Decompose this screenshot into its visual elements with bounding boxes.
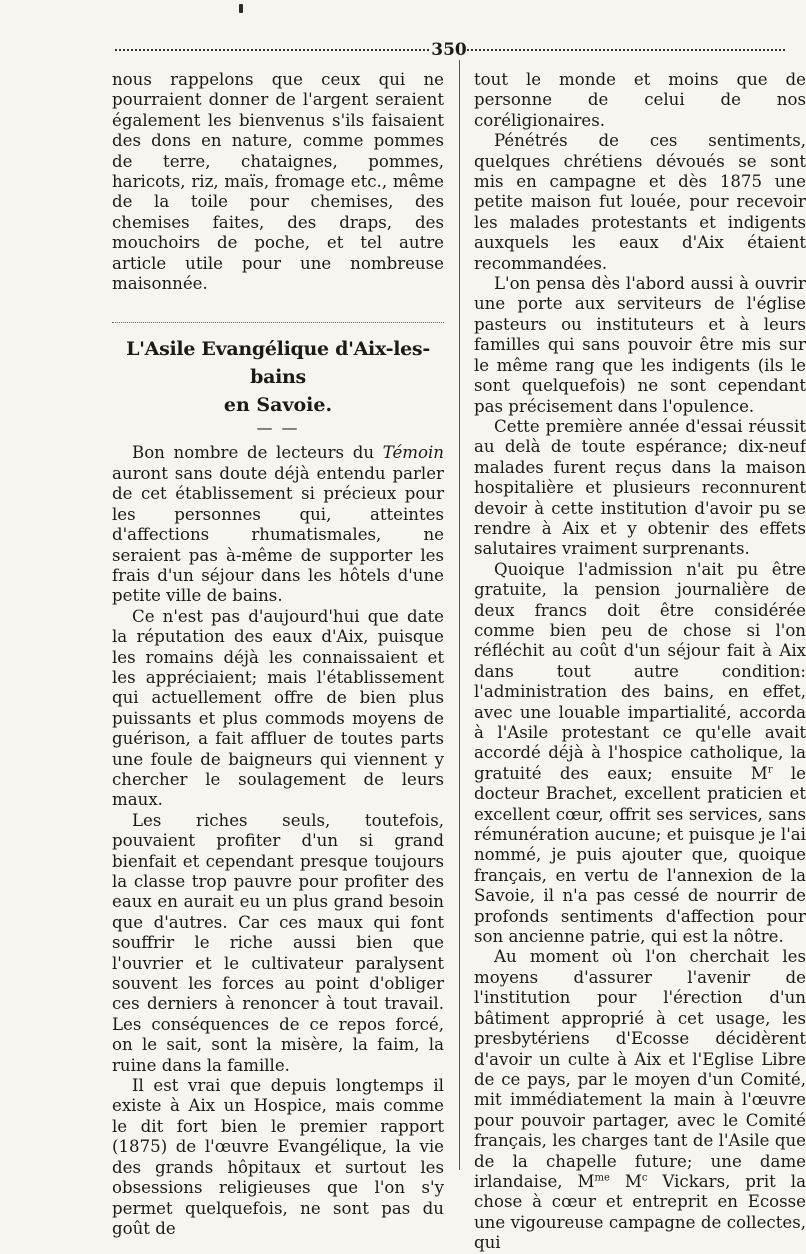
article-paragraph-5: Pénétrés de ces sentiments, quelques chrétiens dévoués se sont mis en campagne et dès 1875 une petite maison fut louée, pour recevoir les malades protestants et indigents auxquels les eaux d'Aix étaient recommandées.: [474, 131, 806, 273]
article-paragraph-8: [474, 560, 806, 948]
page-number: 350: [431, 40, 467, 60]
ink-speck: [239, 4, 243, 13]
article-subtitle: en Savoie.: [223, 394, 333, 417]
paragraph-text: Quoique l'admission n'ait pu être gratuite, la pension journalière de deux francs doit être considérée comme bien peu de chose si l'on réfléchit au coût d'un séjour fait à Aix dans tout autre condition: l'administration des bains, en effet, avec une louable impartialité, accorda à l'Asile protestant ce qu'elle avait accordé déjà à l'hospice catholique, la gratuité des eaux; ensuite M: [474, 559, 806, 783]
article-paragraph-3: Les riches seuls, toutefois, pouvaient profiter d'un si grand bienfait et cependant presque toujours la classe trop pauvre pour profiter des eaux en aurait eu un plus grand besoin que d'autres. Car ces maux qui font souffrir le riche aussi bien que l'ouvrier et le cultivateur paralysent souvent les forces au point d'obliger ces derniers à renoncer à tout travail. Les conséquences de ce repos forcé, on le sait, sont la misère, la faim, la ruine dans la famille.: [112, 810, 444, 1075]
article-paragraph-1: [112, 443, 444, 606]
paragraph-text: M: [609, 1171, 642, 1191]
paragraph-text: Au moment où l'on cherchait les moyens d'assurer l'avenir de l'institution pour l'érection d'un bâtiment approprié à cet usage, les presbytériens d'Ecosse décidèrent d'avoir un culte à Aix et l'Eglise Libre de ce pays, par le moyen d'un Comité, mit immédiatement la main à l'œuvre pour pouvoir partager, avec le Comité français, les charges tant de l'Asile que de la chapelle future; une dame irlandaise, M: [474, 947, 806, 1191]
paragraph-text: Bon nombre de lecteurs du: [132, 443, 383, 463]
superscript: me: [594, 1172, 610, 1184]
header-rule-left: [115, 49, 429, 55]
paragraph-text: auront sans doute déjà entendu parler de cet établissement si précieux pour les personnes qui, atteintes d'affections rhumatismales, ne seraient pas à-même de supporter les frais d'un séjour dans les hôtels d'une petite ville de bains.: [112, 463, 444, 606]
paragraph-text: Vickars, prit la chose à cœur et entreprit en Ecosse une vigoureuse campagne de collectes, qui: [474, 1171, 806, 1253]
column-divider: [459, 60, 460, 1170]
article-paragraph-2: Ce n'est pas d'aujourd'hui que date la réputation des eaux d'Aix, puisque les romains déjà les connaissaient et les appréciaient; mais l'établissement qui actuellement offre de bien plus puissants et plus commods moyens de guérison, a fait affluer de toutes parts une foule de baigneurs qui viennent y chercher le soulagement de leurs maux.: [112, 606, 444, 810]
article-paragraph-4: Il est vrai que depuis longtemps il existe à Aix un Hospice, mais comme le dit fort bien le premier rapport (1875) de l'œuvre Evangélique, la vie des grands hôpitaux et surtout les obsessions religieuses que l'on s'y permet quelquefois, ne sont pas du goût de: [112, 1076, 444, 1238]
left-column: [112, 70, 444, 1239]
section-separator: [112, 296, 444, 323]
superscript: c: [641, 1172, 648, 1184]
header-rule-right: [467, 49, 785, 55]
superscript: r: [767, 764, 773, 776]
newspaper-name: Témoin: [382, 443, 444, 463]
intro-paragraph: nous rappelons que ceux qui ne pourraient donner de l'argent seraient également les bienvenus s'ils faisaient des dons en nature, comme pommes de terre, chataignes, pommes, haricots, riz, maïs, fromage etc., même de la toile pour chemises, des chemises faites, des draps, des mouchoirs de poche, et tel autre article utile pour une nombreuse maisonnée.: [112, 70, 444, 294]
article-title: L'Asile Evangélique d'Aix-les-bains: [126, 338, 430, 389]
article-paragraph-6: L'on pensa dès l'abord aussi à ouvrir une porte aux serviteurs de l'église pasteurs ou instituteurs et à leurs familles qui sans pouvoir être mis sur le même rang que les indigents (ils le sont quelquefois) ne sont cependant pas précisement dans l'opulence.: [474, 274, 806, 416]
article-paragraph-7: Cette première année d'essai réussit au delà de toute espérance; dix-neuf malades furent reçus dans la maison hospitalière et plusieurs reconnurent devoir à cette institution d'avoir pu se rendre à Aix et y obtenir des effets salutaires vraiment surprenants.: [474, 416, 806, 559]
paragraph-text: le docteur Brachet, excellent praticien et excellent cœur, offrit ses services, sans rémunération aucune; et puisque je l'ai nommé, je puis ajouter que, quoique français, en vertu de l'annexion de la Savoie, il n'a pas cessé de nourrir de profonds sentiments d'affection pour son ancienne patrie, qui est la nôtre.: [474, 763, 806, 947]
page-header: [115, 40, 785, 60]
continued-paragraph: tout le monde et moins que de personne de celui de nos coréligionaires.: [474, 70, 806, 130]
article-paragraph-9: [474, 947, 806, 1253]
right-column: [474, 70, 806, 1254]
title-divider: — —: [256, 418, 300, 438]
